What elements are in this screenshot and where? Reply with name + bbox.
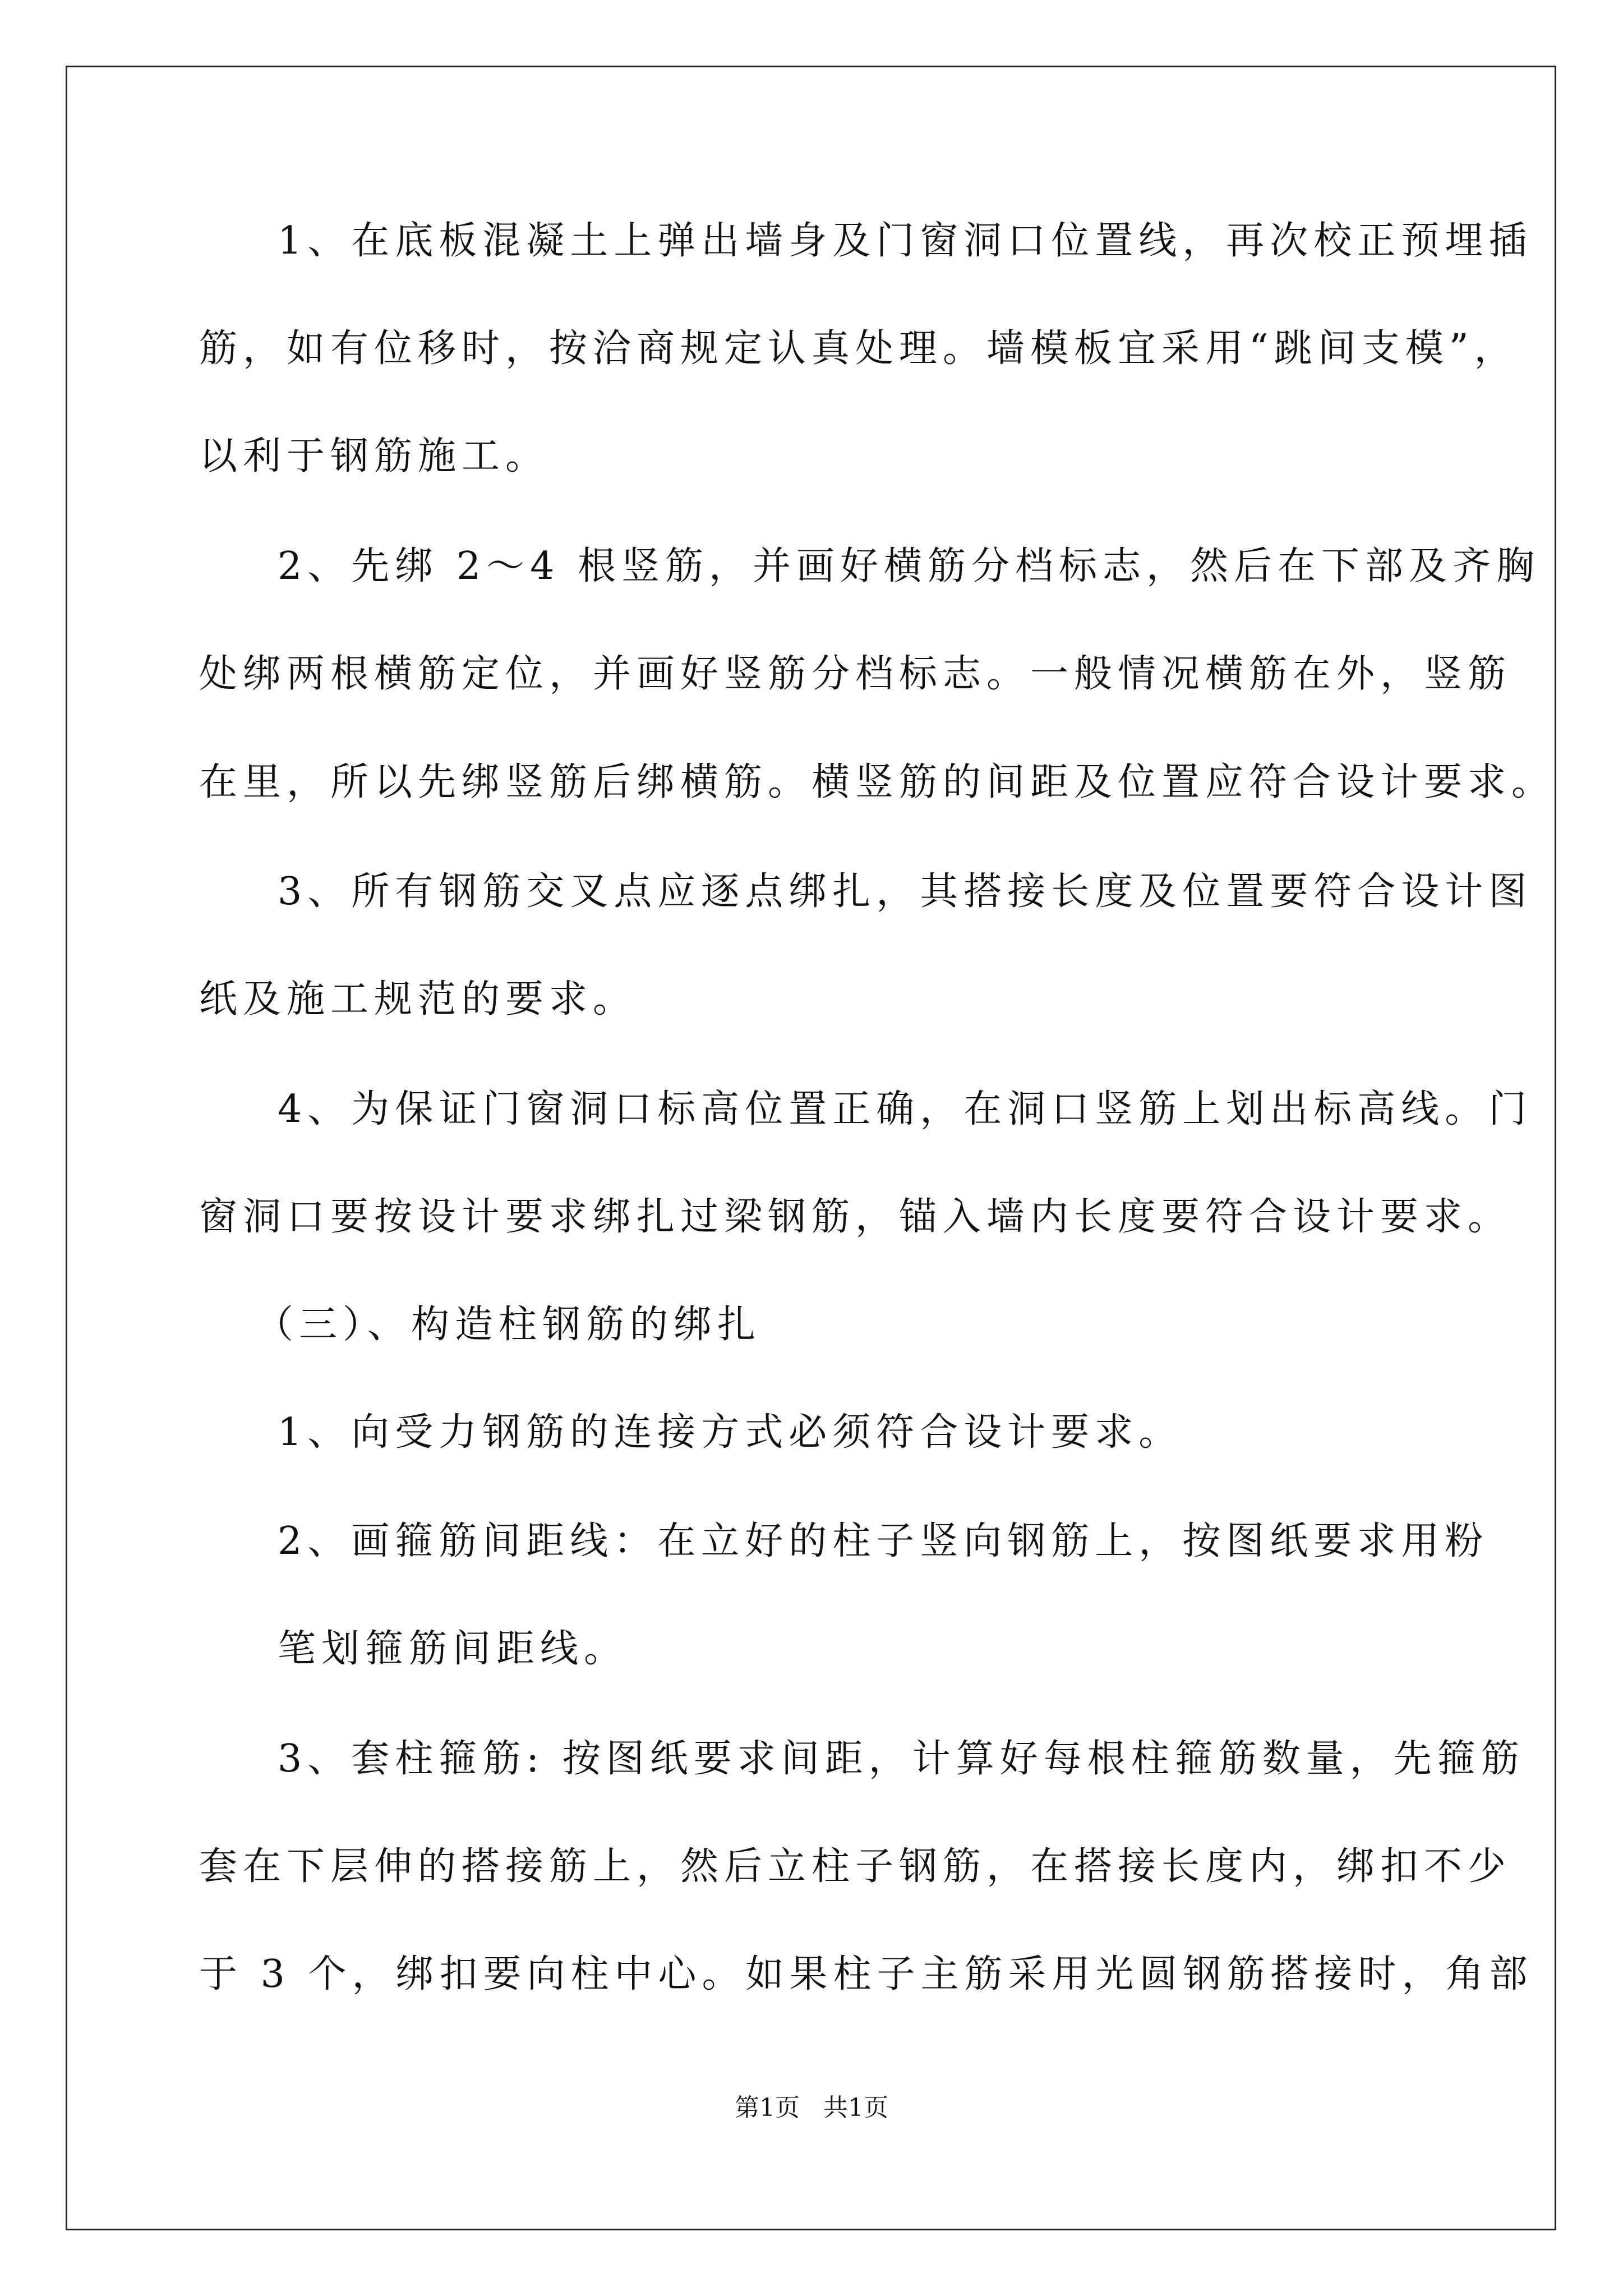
paragraph-line: 窗洞口要按设计要求绑扎过梁钢筋，锚入墙内长度要符合设计要求。 [199,1195,1512,1239]
paragraph-line: 2、画箍筋间距线：在立好的柱子竖向钢筋上，按图纸要求用粉 [278,1519,1489,1563]
page-footer: 第1页 共1页 [735,2093,888,2122]
page-border [66,66,1556,2230]
paragraph-line: 3、套柱箍筋: 按图纸要求间距，计算好每根柱箍筋数量，先箍筋 [278,1737,1525,1781]
paragraph-line: 于 3 个，绑扣要向柱中心。如果柱子主筋采用光圆钢筋搭接时，角部 [199,1952,1533,1996]
paragraph-line: 3、所有钢筋交叉点应逐点绑扎，其搭接长度及位置要符合设计图 [278,869,1533,914]
paragraph-line: 4、为保证门窗洞口标高位置正确，在洞口竖筋上划出标高线。门 [278,1087,1533,1131]
section-heading: （三）、构造柱钢筋的绑扎 [255,1303,762,1347]
paragraph-line: 筋，如有位移时，按洽商规定认真处理。墙模板宜采用“跳间支模”， [199,326,1518,371]
paragraph-line: 处绑两根横筋定位，并画好竖筋分档标志。一般情况横筋在外，竖筋 [199,652,1512,696]
paragraph-line: 1、向受力钢筋的连接方式必须符合设计要求。 [278,1410,1183,1455]
paragraph-line: 2、先绑 2～4 根竖筋，并画好横筋分档标志，然后在下部及齐胸 [278,544,1541,588]
paragraph-line: 笔划箍筋间距线。 [278,1627,628,1671]
paragraph-line: 纸及施工规范的要求。 [199,977,637,1022]
paragraph-line: 1、在底板混凝土上弹出墙身及门窗洞口位置线，再次校正预埋插 [278,219,1533,263]
paragraph-line: 以利于钢筋施工。 [199,434,550,478]
paragraph-line: 在里，所以先绑竖筋后绑横筋。横竖筋的间距及位置应符合设计要求。 [199,760,1556,804]
paragraph-line: 套在下层伸的搭接筋上，然后立柱子钢筋，在搭接长度内，绑扣不少 [199,1844,1512,1889]
